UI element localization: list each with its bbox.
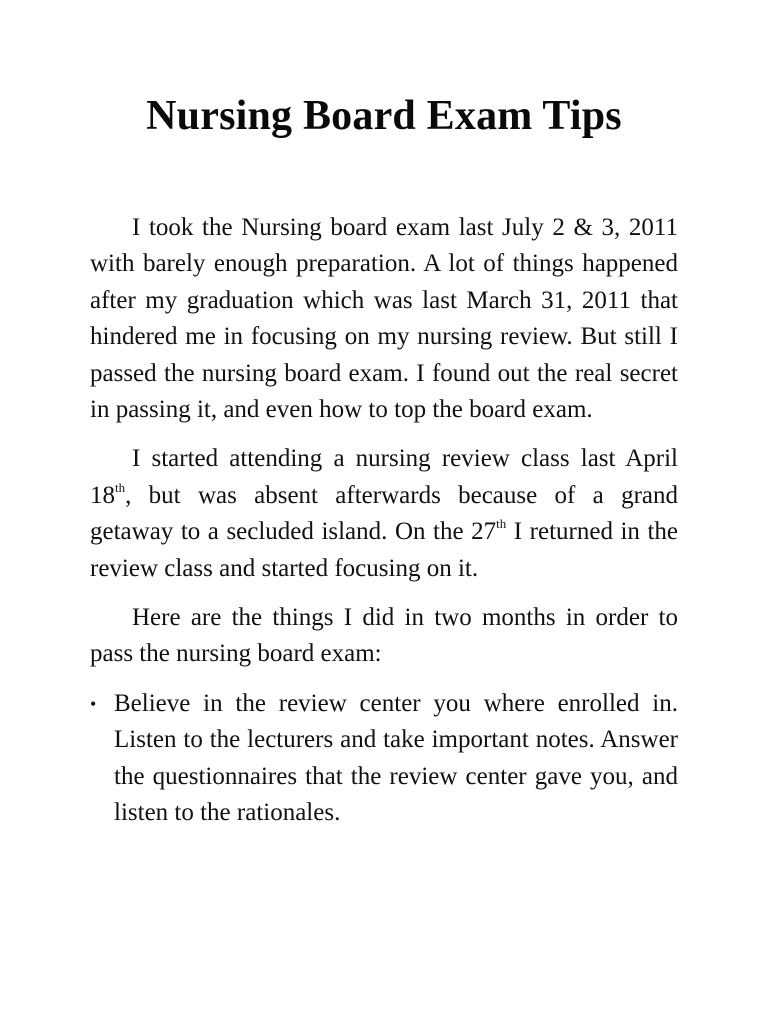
paragraph-2-text-1: I started attending a nursing review class last April 18 <box>90 445 678 509</box>
tips-list <box>90 686 678 832</box>
list-item <box>90 686 678 832</box>
paragraph-2-text-2: , but was absent afterwards because of a grand getaway to a secluded island. On the 27 <box>90 481 678 546</box>
paragraph-2 <box>90 441 678 587</box>
bullet-icon: • <box>90 693 97 714</box>
paragraph-1: I took the Nursing board exam last July 2 & 3, 2011 with barely enough preparation. A lot of things happened after my graduation which was last March 31, 2011 that hindered me in focusing on my nursing review. But still I passed the nursing board exam. I found out the real secret in passing it, and even how to top the board exam. <box>90 214 678 424</box>
list-item-text: Believe in the review center you where enrolled in. Listen to the lecturers and take important notes. Answer the questionnaires that the review center gave you, and listen to the rationales. <box>114 689 678 827</box>
paragraph-2-text-3: I returned in the review class and started focusing on it. <box>90 518 678 582</box>
ordinal-suffix-1: th <box>115 479 126 495</box>
page-title: Nursing Board Exam Tips <box>146 93 622 139</box>
document-body <box>90 210 678 832</box>
ordinal-suffix-2: th <box>496 515 507 531</box>
paragraph-3: Here are the things I did in two months in order to pass the nursing board exam: <box>90 604 678 668</box>
